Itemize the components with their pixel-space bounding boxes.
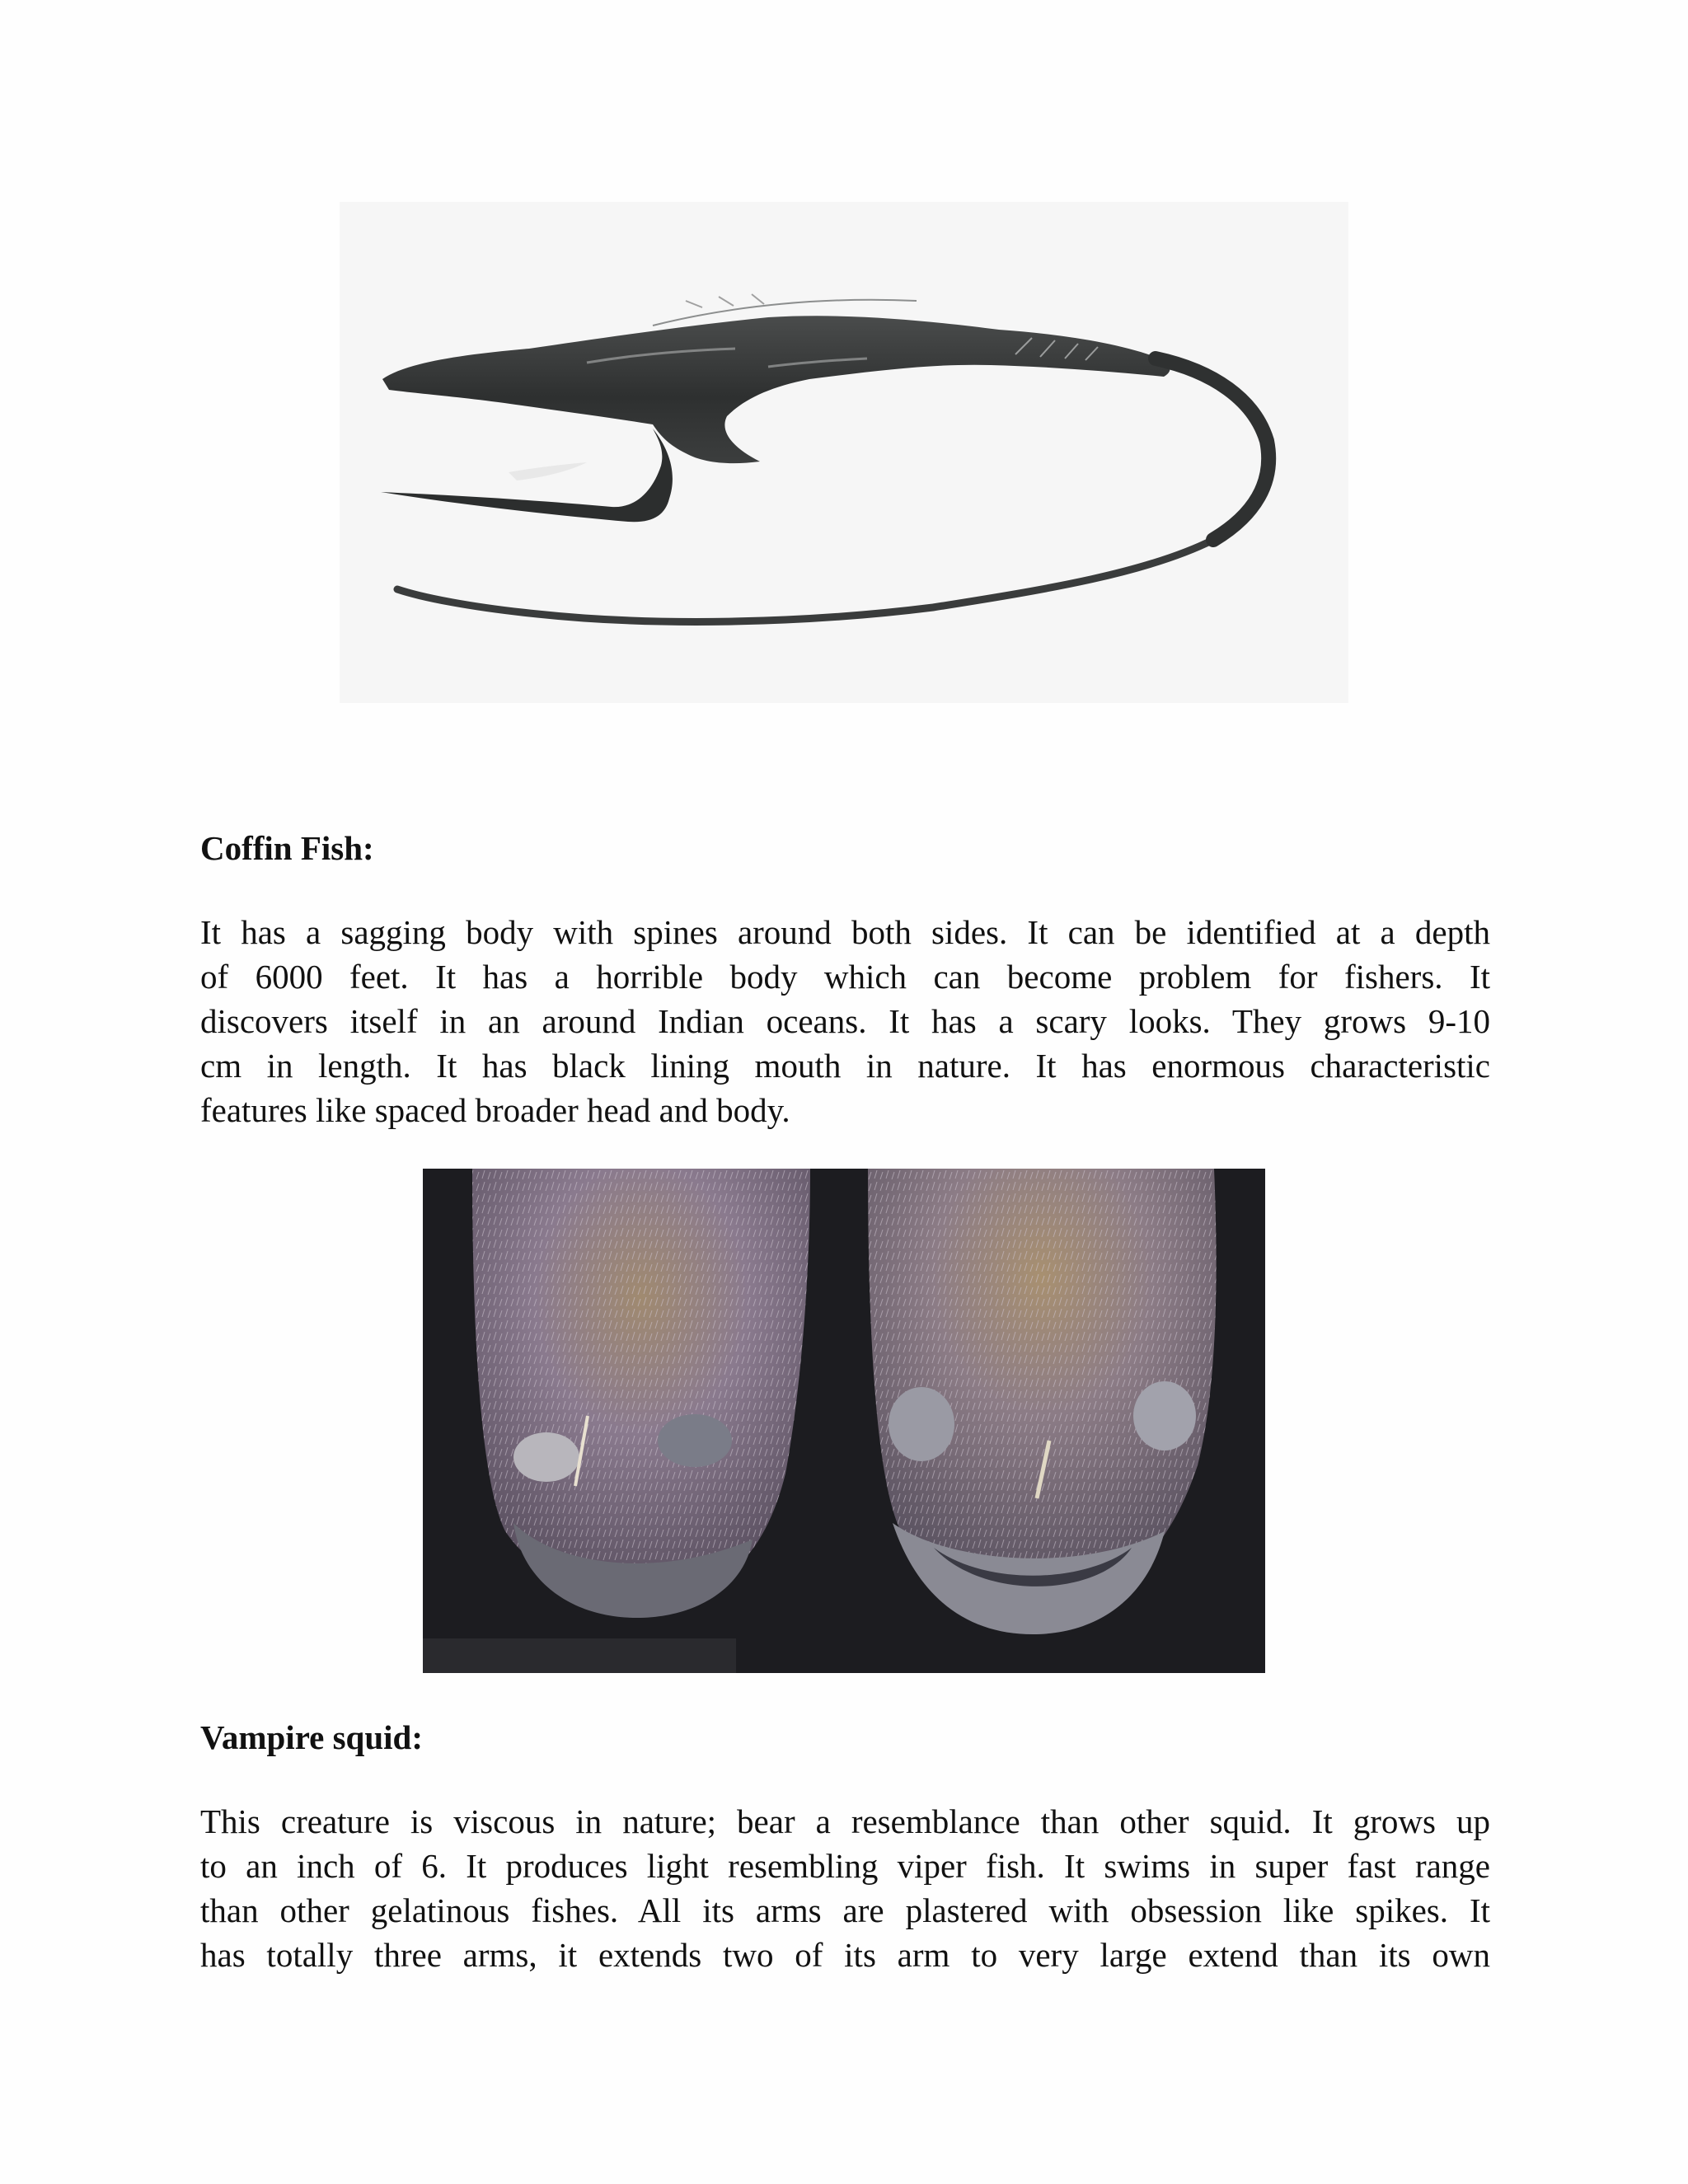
paragraph-line: than other gelatinous fishes. All its arms are plastered with obsession like spikes. It xyxy=(200,1891,1490,1929)
paragraph-line: This creature is viscous in nature; bear a resemblance than other squid. It grows up xyxy=(200,1802,1490,1840)
section-heading-coffin-fish: Coffin Fish: xyxy=(200,829,374,867)
coffin-fish-illustration xyxy=(340,202,1348,703)
section-heading-vampire-squid: Vampire squid: xyxy=(200,1718,424,1756)
section-paragraph-vampire-squid xyxy=(200,1799,1490,1977)
coffin-fish-photo xyxy=(340,202,1348,703)
paragraph-line: features like spaced broader head and body. xyxy=(200,1091,790,1129)
spiny-fish-heads-photo xyxy=(423,1169,1265,1673)
paragraph-line: has totally three arms, it extends two of its arm to very large extend than its own xyxy=(200,1936,1490,1974)
paragraph-line: It has a sagging body with spines around both sides. It can be identified at a depth xyxy=(200,913,1490,951)
paragraph-line: to an inch of 6. It produces light resembling viper fish. It swims in super fast range xyxy=(200,1847,1490,1885)
section-paragraph-coffin-fish xyxy=(200,910,1490,1132)
paragraph-line: cm in length. It has black lining mouth in nature. It has enormous characteristic xyxy=(200,1047,1490,1085)
paragraph-line: discovers itself in an around Indian oceans. It has a scary looks. They grows 9-10 xyxy=(200,1002,1490,1040)
spiny-fish-heads-illustration xyxy=(423,1169,1265,1673)
paragraph-line: of 6000 feet. It has a horrible body which can become problem for fishers. It xyxy=(200,958,1490,996)
